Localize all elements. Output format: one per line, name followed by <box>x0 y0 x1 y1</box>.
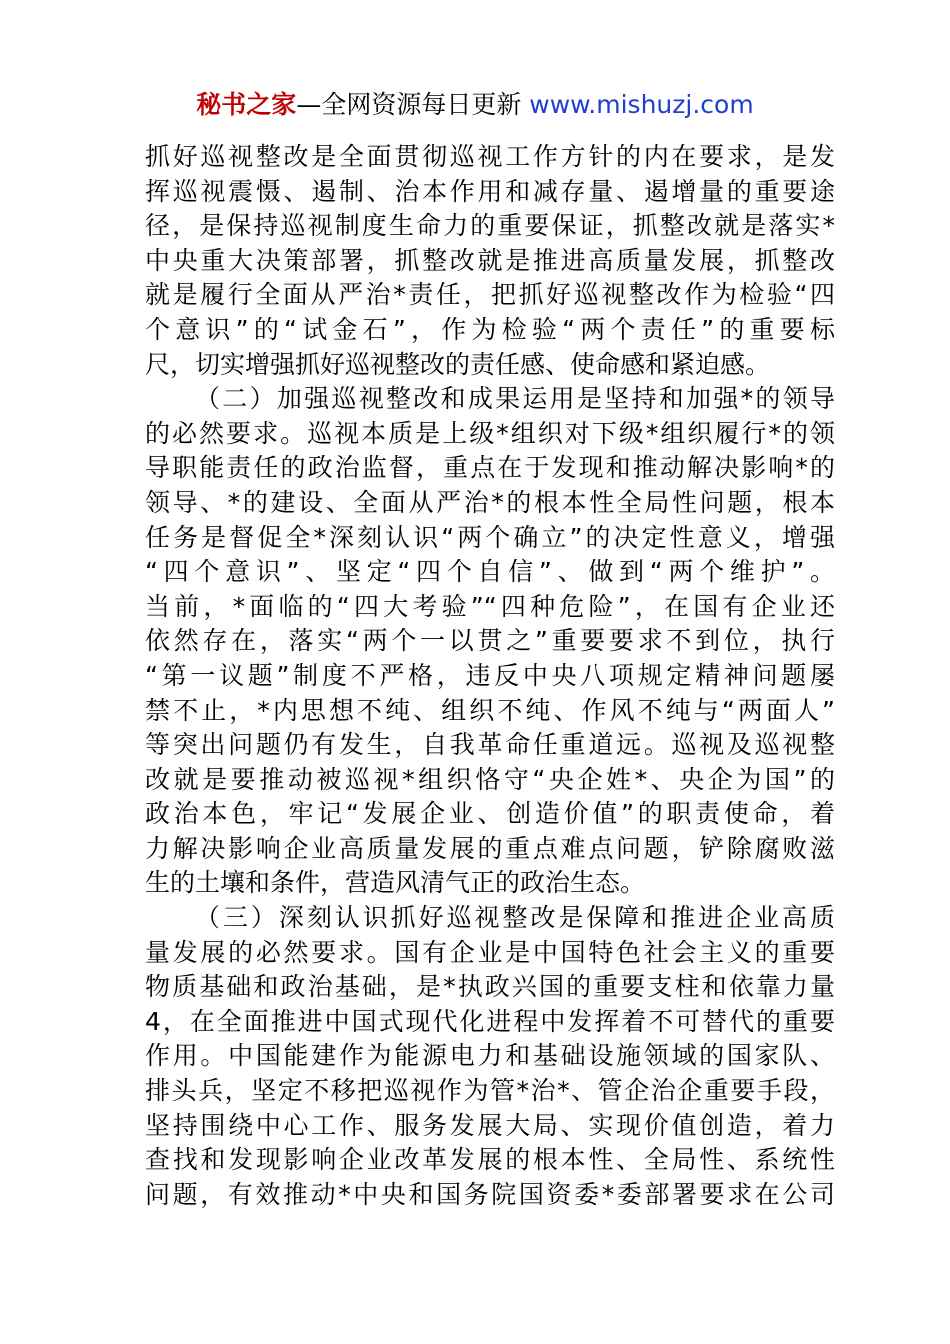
text-line: 当前，*面临的“四大考验”“四种危险”，在国有企业还 <box>145 591 835 621</box>
text-line: 中央重大决策部署，抓整改就是推进高质量发展，抓整改 <box>145 245 835 275</box>
text-line: 问题，有效推动*中央和国务院国资委*委部署要求在公司 <box>145 1179 835 1209</box>
text-line: 导职能责任的政治监督，重点在于发现和推动解决影响*的 <box>145 453 835 483</box>
text-line: “四个意识”、坚定“四个自信”、做到“两个维护”。 <box>145 557 835 587</box>
paragraph-2 <box>145 382 835 901</box>
paragraph-3 <box>145 901 835 1212</box>
text-line: （三）深刻认识抓好巡视整改是保障和推进企业高质 <box>195 903 835 933</box>
document-body <box>145 140 835 1212</box>
text-line: 抓好巡视整改是全面贯彻巡视工作方针的内在要求，是发 <box>145 142 835 171</box>
header-url: www.mishuzj.com <box>529 90 754 119</box>
text-line: 尺，切实增强抓好巡视整改的责任感、使命感和紧迫感。 <box>145 349 771 379</box>
page-header <box>0 88 950 122</box>
header-tagline: —全网资源每日更新 <box>296 90 530 119</box>
text-line: 禁不止，*内思想不纯、组织不纯、作风不纯与“两面人” <box>145 695 835 725</box>
text-line: 查找和发现影响企业改革发展的根本性、全局性、系统性 <box>145 1145 835 1175</box>
text-line: 4，在全面推进中国式现代化进程中发挥着不可替代的重要 <box>145 1006 835 1036</box>
text-line: 任务是督促全*深刻认识“两个确立”的决定性意义，增强 <box>145 522 835 552</box>
text-line: 排头兵，坚定不移把巡视作为管*治*、管企治企重要手段， <box>145 1076 835 1106</box>
text-line: 量发展的必然要求。国有企业是中国特色社会主义的重要 <box>145 937 835 967</box>
text-line: 领导、*的建设、全面从严治*的根本性全局性问题，根本 <box>145 487 835 517</box>
text-line: 坚持围绕中心工作、服务发展大局、实现价值创造，着力 <box>145 1110 835 1140</box>
header-brand: 秘书之家 <box>196 90 297 119</box>
text-line: 挥巡视震慑、遏制、治本作用和减存量、遏增量的重要途 <box>145 176 835 206</box>
text-line: “第一议题”制度不严格，违反中央八项规定精神问题屡 <box>145 660 835 690</box>
text-line: 政治本色，牢记“发展企业、创造价值”的职责使命，着 <box>145 799 835 829</box>
paragraph-1 <box>145 140 835 382</box>
text-line: 个意识”的“试金石”，作为检验“两个责任”的重要标 <box>145 314 835 344</box>
text-line: 作用。中国能建作为能源电力和基础设施领域的国家队、 <box>145 1041 835 1071</box>
text-line: 的必然要求。巡视本质是上级*组织对下级*组织履行*的领 <box>145 418 835 448</box>
text-line: 径，是保持巡视制度生命力的重要保证，抓整改就是落实* <box>145 211 835 241</box>
text-line: 依然存在，落实“两个一以贯之”重要要求不到位，执行 <box>145 626 835 656</box>
text-line: 力解决影响企业高质量发展的重点难点问题，铲除腐败滋 <box>145 833 835 863</box>
text-line: 改就是要推动被巡视*组织恪守“央企姓*、央企为国”的 <box>145 764 835 794</box>
text-line: 等突出问题仍有发生，自我革命任重道远。巡视及巡视整 <box>145 730 835 760</box>
text-line: （二）加强巡视整改和成果运用是坚持和加强*的领导 <box>195 384 835 414</box>
text-line: 物质基础和政治基础，是*执政兴国的重要支柱和依靠力量 <box>145 972 835 1002</box>
text-line: 就是履行全面从严治*责任，把抓好巡视整改作为检验“四 <box>145 280 835 310</box>
text-line: 生的土壤和条件，营造风清气正的政治生态。 <box>145 868 646 898</box>
